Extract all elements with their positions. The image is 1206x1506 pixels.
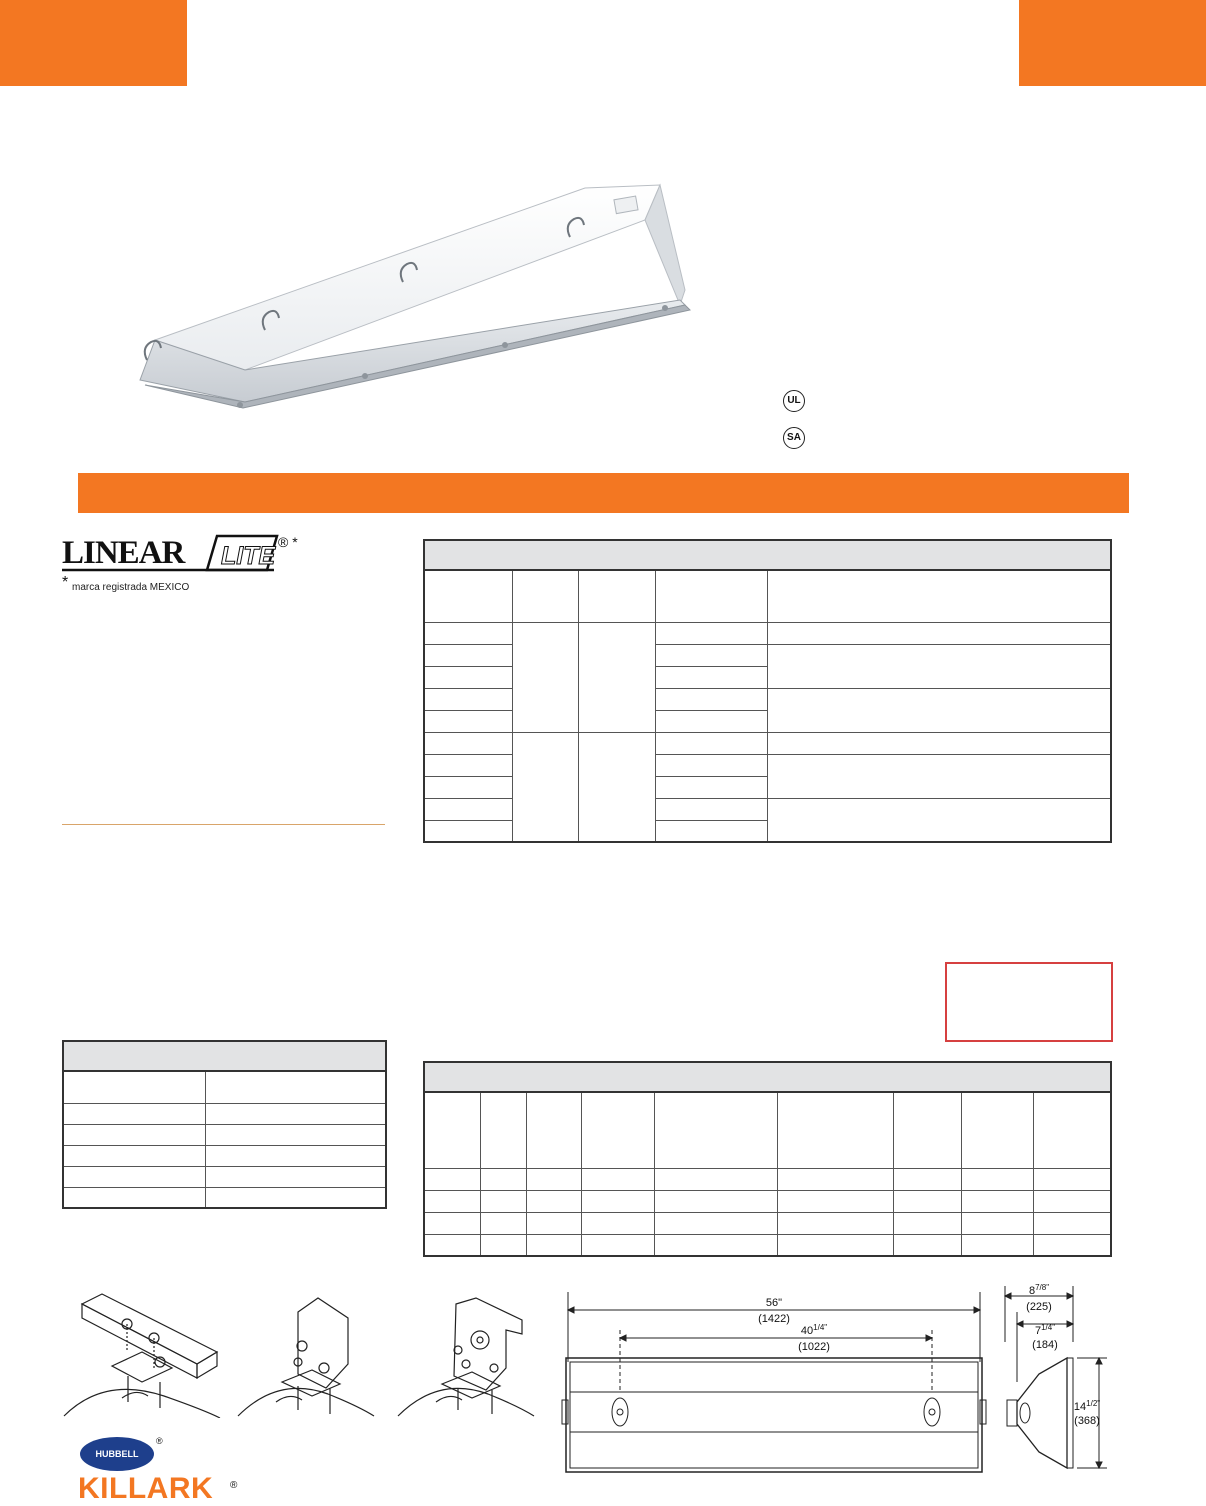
table-cell: [655, 666, 767, 688]
mounting-illustration-1: [62, 1290, 222, 1418]
table-cell: [205, 1103, 386, 1124]
column-header: [424, 570, 512, 622]
column-header: [1033, 1092, 1111, 1168]
body-depth-label: $7^{1/4"}$: [1034, 1323, 1056, 1337]
table-cell: [655, 688, 767, 710]
table-cell: [581, 1168, 654, 1190]
column-header: [777, 1092, 893, 1168]
table-cell: [655, 820, 767, 842]
top-left-tab: [0, 0, 187, 86]
table-cell: [767, 644, 1111, 688]
asterisk: *: [62, 574, 69, 591]
fixture-side-drawing: [995, 1282, 1125, 1482]
table-cell: [581, 1190, 654, 1212]
table-cell: [424, 666, 512, 688]
table-cell: [424, 1168, 480, 1190]
column-header: [581, 1092, 654, 1168]
table-cell: [1033, 1234, 1111, 1256]
table-cell: [655, 644, 767, 666]
column-header: [63, 1071, 205, 1103]
overall-length-mm: (1422): [758, 1313, 790, 1325]
table-cell: [424, 622, 512, 644]
table-cell: [63, 1187, 205, 1208]
table-cell: [424, 1212, 480, 1234]
table-cell: [767, 798, 1111, 842]
fixture-dimension-drawing: [560, 1282, 990, 1482]
table-cell: [480, 1234, 526, 1256]
table-cell: [961, 1190, 1033, 1212]
table-title-bar: [424, 540, 1111, 570]
section-banner: [78, 473, 1129, 513]
hubbell-registered: ®: [156, 1436, 163, 1446]
table-cell: [655, 754, 767, 776]
table-title-bar: [63, 1041, 386, 1071]
table-cell: [767, 622, 1111, 644]
column-header: [961, 1092, 1033, 1168]
table-cell: [1033, 1168, 1111, 1190]
table-cell: [961, 1168, 1033, 1190]
table-cell: [424, 776, 512, 798]
table-cell: [424, 688, 512, 710]
table-cell: [424, 710, 512, 732]
callout-box: [945, 962, 1113, 1042]
table-cell: [205, 1124, 386, 1145]
table-cell: [893, 1190, 961, 1212]
table-cell: [63, 1145, 205, 1166]
mount-spacing-mm: (1022): [798, 1341, 830, 1353]
mount-spacing-label: $40^{1/4"}$: [800, 1323, 828, 1337]
table-cell: [63, 1124, 205, 1145]
table-cell: [961, 1212, 1033, 1234]
table-cell: [1033, 1190, 1111, 1212]
table-cell: [424, 732, 512, 754]
trademark-note: marca registrada MEXICO: [72, 582, 190, 593]
registered-mark: ® *: [278, 534, 298, 550]
table-cell: [424, 644, 512, 666]
table-cell: [205, 1145, 386, 1166]
body-depth-mm: (184): [1032, 1339, 1058, 1351]
ul-listed-icon: UL: [783, 390, 805, 412]
table-cell: [581, 1234, 654, 1256]
table-cell: [526, 1190, 581, 1212]
table-cell: [893, 1234, 961, 1256]
table-cell: [578, 622, 655, 732]
table-title-bar: [424, 1062, 1111, 1092]
table-cell: [655, 622, 767, 644]
depth-label: $8^{7/8"}$: [1028, 1283, 1050, 1297]
table-cell: [480, 1212, 526, 1234]
top-right-tab: [1019, 0, 1206, 86]
table-cell: [63, 1103, 205, 1124]
killark-logo: KILLARK: [78, 1472, 214, 1505]
table-cell: [654, 1190, 777, 1212]
column-header: [654, 1092, 777, 1168]
table-cell: [767, 688, 1111, 732]
table-cell: [893, 1168, 961, 1190]
table-cell: [63, 1166, 205, 1187]
table-cell: [581, 1212, 654, 1234]
column-header: [512, 570, 578, 622]
table-cell: [578, 732, 655, 842]
overall-length-label: 56": [765, 1297, 783, 1309]
table-cell: [777, 1212, 893, 1234]
table-cell: [424, 798, 512, 820]
catalog-table: [423, 539, 1112, 843]
killark-registered: ®: [230, 1480, 238, 1491]
width-label: $14^{1/2"}$: [1073, 1399, 1101, 1413]
table-cell: [205, 1187, 386, 1208]
table-cell: [655, 776, 767, 798]
table-cell: [512, 732, 578, 842]
table-cell: [767, 754, 1111, 798]
table-cell: [654, 1234, 777, 1256]
column-header: [480, 1092, 526, 1168]
table-cell: [205, 1166, 386, 1187]
table-cell: [424, 754, 512, 776]
table-cell: [777, 1168, 893, 1190]
table-cell: [526, 1212, 581, 1234]
accessory-table: [62, 1040, 387, 1209]
specification-table: [423, 1061, 1112, 1257]
table-cell: [767, 732, 1111, 754]
table-cell: [526, 1168, 581, 1190]
table-cell: [424, 1190, 480, 1212]
svg-text:LITE: LITE: [221, 542, 276, 570]
fixture-photo: [125, 180, 695, 420]
csa-certified-icon: SA: [783, 427, 805, 449]
table-cell: [512, 622, 578, 732]
column-header: [655, 570, 767, 622]
depth-mm: (225): [1026, 1301, 1052, 1313]
hubbell-logo: HUBBELL: [80, 1437, 154, 1471]
table-cell: [777, 1234, 893, 1256]
table-cell: [777, 1190, 893, 1212]
table-cell: [655, 732, 767, 754]
table-cell: [424, 1234, 480, 1256]
left-divider: [62, 824, 385, 825]
table-cell: [480, 1168, 526, 1190]
table-cell: [655, 798, 767, 820]
column-header: [893, 1092, 961, 1168]
column-header: [424, 1092, 480, 1168]
mounting-illustration-2: [236, 1290, 376, 1418]
table-cell: [526, 1234, 581, 1256]
width-mm: (368): [1074, 1415, 1100, 1427]
table-cell: [961, 1234, 1033, 1256]
column-header: [578, 570, 655, 622]
svg-text:LINEAR: LINEAR: [62, 535, 185, 571]
table-cell: [654, 1168, 777, 1190]
table-cell: [893, 1212, 961, 1234]
mounting-illustration-3: [396, 1290, 536, 1418]
column-header: [205, 1071, 386, 1103]
table-cell: [424, 820, 512, 842]
column-header: [767, 570, 1111, 622]
table-cell: [654, 1212, 777, 1234]
table-cell: [655, 710, 767, 732]
table-cell: [480, 1190, 526, 1212]
column-header: [526, 1092, 581, 1168]
table-cell: [1033, 1212, 1111, 1234]
